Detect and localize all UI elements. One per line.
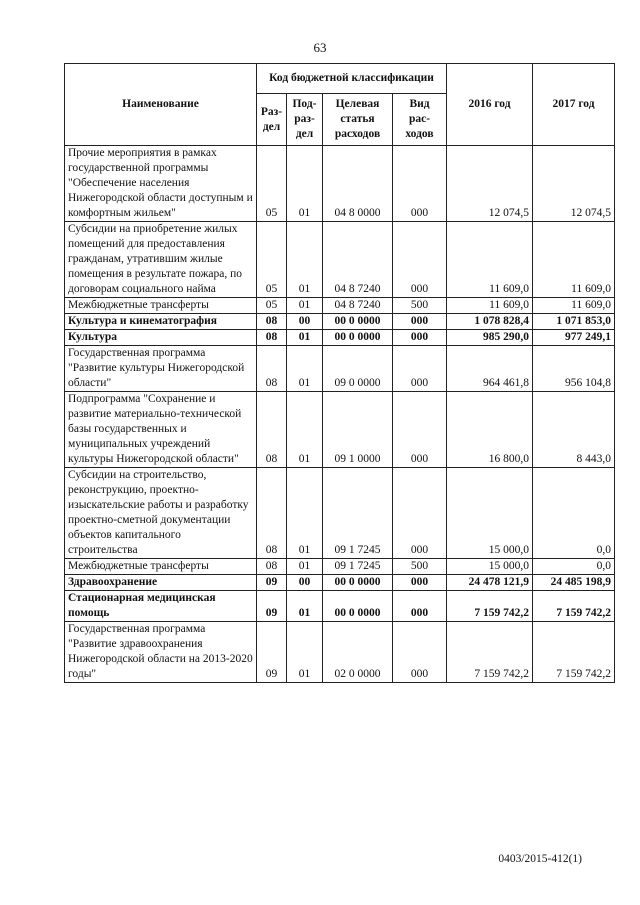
row-name: Межбюджетные трансферты (65, 559, 257, 575)
row-subsection: 01 (287, 559, 323, 575)
row-expense-type: 000 (393, 146, 447, 222)
row-section: 09 (257, 622, 287, 683)
table-row (65, 314, 615, 330)
row-amount-2017: 7 159 742,2 (533, 591, 615, 622)
row-section: 05 (257, 298, 287, 314)
row-name: Субсидии на строительство, реконструкцию, проектно-изыскательские работы и разработку проектно-сметной документации объектов капитального строительства (65, 468, 257, 559)
row-expense-type: 000 (393, 222, 447, 298)
row-amount-2016: 7 159 742,2 (447, 622, 533, 683)
row-amount-2016: 11 609,0 (447, 298, 533, 314)
table-row (65, 298, 615, 314)
row-name: Культура (65, 330, 257, 346)
header-section: Раз- дел (257, 94, 287, 146)
row-amount-2016: 15 000,0 (447, 559, 533, 575)
row-subsection: 00 (287, 314, 323, 330)
header-expense-type: Вид рас- ходов (393, 94, 447, 146)
row-amount-2017: 0,0 (533, 559, 615, 575)
row-section: 08 (257, 346, 287, 392)
row-amount-2017: 11 609,0 (533, 298, 615, 314)
row-name: Государственная программа "Развитие культуры Нижегородской области" (65, 346, 257, 392)
row-subsection: 00 (287, 575, 323, 591)
table-row (65, 575, 615, 591)
row-target: 00 0 0000 (323, 314, 393, 330)
row-expense-type: 500 (393, 559, 447, 575)
row-amount-2017: 0,0 (533, 468, 615, 559)
row-section: 08 (257, 314, 287, 330)
row-name: Субсидии на приобретение жилых помещений для предоставления гражданам, утратившим жилые помещения в результате пожара, по договорам социального найма (65, 222, 257, 298)
row-amount-2017: 7 159 742,2 (533, 622, 615, 683)
row-subsection: 01 (287, 468, 323, 559)
row-target: 04 8 0000 (323, 146, 393, 222)
row-section: 05 (257, 146, 287, 222)
row-amount-2017: 8 443,0 (533, 392, 615, 468)
page-number: 63 (313, 40, 327, 55)
row-subsection: 01 (287, 222, 323, 298)
table-row (65, 591, 615, 622)
row-amount-2016: 1 078 828,4 (447, 314, 533, 330)
row-subsection: 01 (287, 622, 323, 683)
row-target: 02 0 0000 (323, 622, 393, 683)
row-amount-2016: 12 074,5 (447, 146, 533, 222)
row-name: Межбюджетные трансферты (65, 298, 257, 314)
row-expense-type: 000 (393, 575, 447, 591)
row-subsection: 01 (287, 591, 323, 622)
row-section: 05 (257, 222, 287, 298)
row-amount-2016: 16 800,0 (447, 392, 533, 468)
row-expense-type: 500 (393, 298, 447, 314)
row-target: 09 1 7245 (323, 559, 393, 575)
row-amount-2016: 985 290,0 (447, 330, 533, 346)
table-row (65, 146, 615, 222)
row-name: Здравоохранение (65, 575, 257, 591)
row-section: 09 (257, 575, 287, 591)
row-amount-2017: 11 609,0 (533, 222, 615, 298)
row-subsection: 01 (287, 298, 323, 314)
row-target: 09 0 0000 (323, 346, 393, 392)
row-name: Подпрограмма "Сохранение и развитие материально-технической базы государственных и муниципальных учреждений культуры Нижегородской области" (65, 392, 257, 468)
row-amount-2016: 24 478 121,9 (447, 575, 533, 591)
row-amount-2017: 12 074,5 (533, 146, 615, 222)
row-amount-2017: 977 249,1 (533, 330, 615, 346)
row-target: 04 8 7240 (323, 222, 393, 298)
row-expense-type: 000 (393, 468, 447, 559)
row-target: 00 0 0000 (323, 330, 393, 346)
row-amount-2016: 15 000,0 (447, 468, 533, 559)
row-section: 08 (257, 559, 287, 575)
table-row (65, 346, 615, 392)
table-row (65, 222, 615, 298)
row-name: Государственная программа "Развитие здравоохранения Нижегородской области на 2013-2020 годы" (65, 622, 257, 683)
row-section: 08 (257, 392, 287, 468)
table-row (65, 622, 615, 683)
row-expense-type: 000 (393, 330, 447, 346)
header-subsection: Под- раз- дел (287, 94, 323, 146)
document-code: 0403/2015-412(1) (498, 853, 582, 865)
header-code-group: Код бюджетной классификации (257, 64, 447, 94)
row-amount-2016: 964 461,8 (447, 346, 533, 392)
row-subsection: 01 (287, 146, 323, 222)
header-year-2016: 2016 год (447, 64, 533, 146)
table-row (65, 330, 615, 346)
row-amount-2017: 24 485 198,9 (533, 575, 615, 591)
row-section: 09 (257, 591, 287, 622)
row-subsection: 01 (287, 346, 323, 392)
row-subsection: 01 (287, 392, 323, 468)
row-target: 04 8 7240 (323, 298, 393, 314)
row-target: 00 0 0000 (323, 591, 393, 622)
row-section: 08 (257, 330, 287, 346)
row-expense-type: 000 (393, 622, 447, 683)
row-target: 09 1 7245 (323, 468, 393, 559)
row-expense-type: 000 (393, 346, 447, 392)
row-name: Прочие мероприятия в рамках государственной программы "Обеспечение населения Нижегородской области доступным и комфортным жильем" (65, 146, 257, 222)
table-body (65, 146, 615, 683)
row-amount-2017: 956 104,8 (533, 346, 615, 392)
row-target: 00 0 0000 (323, 575, 393, 591)
row-amount-2016: 7 159 742,2 (447, 591, 533, 622)
header-target: Целевая статья расходов (323, 94, 393, 146)
row-subsection: 01 (287, 330, 323, 346)
table-row (65, 559, 615, 575)
row-name: Культура и кинематография (65, 314, 257, 330)
row-amount-2016: 11 609,0 (447, 222, 533, 298)
row-amount-2017: 1 071 853,0 (533, 314, 615, 330)
header-year-2017: 2017 год (533, 64, 615, 146)
row-name: Стационарная медицинская помощь (65, 591, 257, 622)
table-row (65, 468, 615, 559)
header-name: Наименование (65, 64, 257, 146)
row-expense-type: 000 (393, 392, 447, 468)
row-expense-type: 000 (393, 591, 447, 622)
row-expense-type: 000 (393, 314, 447, 330)
table-row (65, 392, 615, 468)
budget-table (64, 63, 615, 683)
row-target: 09 1 0000 (323, 392, 393, 468)
row-section: 08 (257, 468, 287, 559)
